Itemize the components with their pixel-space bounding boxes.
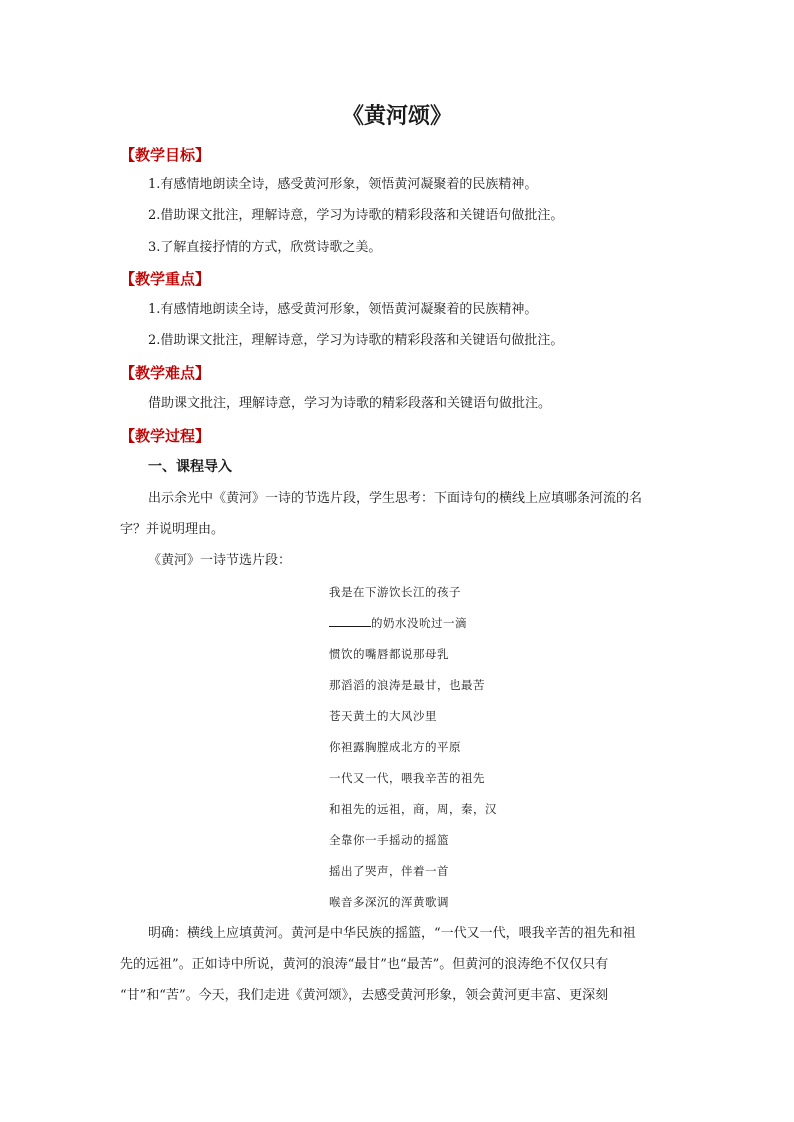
heading-teaching-focus: 【教学重点】 — [120, 270, 211, 288]
heading-teaching-process: 【教学过程】 — [120, 427, 211, 445]
answer-paragraph-line-3: “甘”和“苦”。今天，我们走进《黄河颂》，去感受黄河形象，领会黄河更丰富、更深刻 — [120, 988, 609, 1003]
answer-paragraph-line-1: 明确：横线上应填黄河。黄河是中华民族的摇篮，“一代又一代，喂我辛苦的祖先和祖 — [148, 926, 636, 941]
heading-teaching-difficulty: 【教学难点】 — [120, 364, 211, 382]
subheading-course-intro: 一、课程导入 — [148, 459, 232, 475]
poem-line-11: 喉音多深沉的浑黄歌调 — [329, 895, 449, 909]
poem-line-3: 惯饮的嘴唇都说那母乳 — [329, 647, 449, 661]
focus-item-2: 2.借助课文批注，理解诗意，学习为诗歌的精彩段落和关键语句做批注。 — [148, 333, 564, 348]
poem-line-4: 那滔滔的浪涛是最甘，也最苦 — [329, 678, 485, 692]
intro-paragraph-line-2: 字？并说明理由。 — [120, 522, 225, 537]
goal-item-3: 3.了解直接抒情的方式，欣赏诗歌之美。 — [148, 240, 382, 255]
goal-item-2: 2.借助课文批注，理解诗意，学习为诗歌的精彩段落和关键语句做批注。 — [148, 208, 564, 223]
focus-item-1: 1.有感情地朗读全诗，感受黄河形象，领悟黄河凝聚着的民族精神。 — [148, 302, 538, 317]
heading-teaching-goals: 【教学目标】 — [120, 146, 211, 164]
poem-line-10: 摇出了哭声，伴着一首 — [329, 864, 449, 878]
poem-line-9: 全靠你一手摇动的摇篮 — [329, 833, 449, 847]
difficulty-item-1: 借助课文批注，理解诗意，学习为诗歌的精彩段落和关键语句做批注。 — [148, 396, 552, 411]
poem-line-7: 一代又一代，喂我辛苦的祖先 — [329, 771, 485, 785]
poem-line-2 — [329, 614, 467, 632]
poem-line-6: 你袒露胸膛成北方的平原 — [329, 740, 461, 754]
excerpt-label: 《黄河》一诗节选片段： — [148, 553, 292, 568]
poem-line-2-text: 的奶水没吮过一滴 — [371, 616, 467, 630]
answer-paragraph-line-2: 先的远祖”。正如诗中所说，黄河的浪涛“最甘”也“最苦”。但黄河的浪涛绝不仅仅只有 — [120, 957, 609, 972]
fill-in-blank — [329, 614, 371, 627]
goal-item-1: 1.有感情地朗读全诗，感受黄河形象，领悟黄河凝聚着的民族精神。 — [148, 177, 538, 192]
poem-line-8: 和祖先的远祖，商，周，秦，汉 — [329, 802, 497, 816]
page-title: 《黄河颂》 — [341, 103, 452, 129]
poem-line-1: 我是在下游饮长江的孩子 — [329, 585, 461, 599]
poem-line-5: 苍天黄土的大风沙里 — [329, 709, 437, 723]
intro-paragraph-line-1: 出示余光中《黄河》一诗的节选片段，学生思考：下面诗句的横线上应填哪条河流的名 — [148, 491, 643, 506]
